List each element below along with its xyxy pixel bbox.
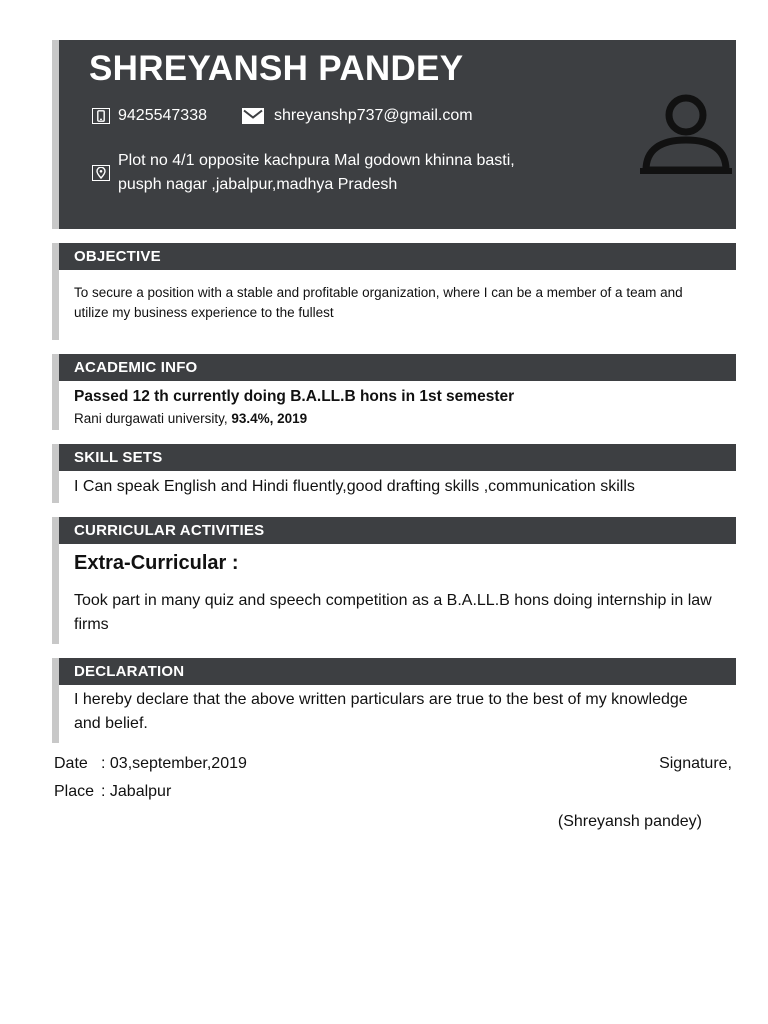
academic-score: 93.4%, 2019 — [231, 411, 308, 426]
extra-curricular-text: Took part in many quiz and speech competition as a B.A.LL.B hons doing internship in law firms — [74, 592, 712, 633]
academic-details — [74, 407, 718, 430]
place-row — [54, 783, 171, 801]
address-line-1: Plot no 4/1 opposite kachpura Mal godown khinna basti, — [118, 152, 515, 169]
section-heading: OBJECTIVE — [59, 243, 736, 270]
email-address[interactable]: shreyanshp737@gmail.com — [274, 107, 473, 124]
user-avatar-icon — [640, 92, 732, 176]
address — [118, 149, 515, 197]
academic-section — [52, 354, 736, 430]
extra-curricular-heading: Extra-Curricular : — [74, 552, 239, 574]
email-row — [242, 107, 473, 125]
section-heading: DECLARATION — [59, 658, 736, 685]
declaration-section — [52, 658, 736, 743]
objective-text: To secure a position with a stable and profitable organization, where I can be a member of a team and utilize my business experience to the fullest — [74, 285, 683, 320]
university-name: Rani durgawati university, — [74, 411, 232, 426]
signature-label: Signature, — [659, 755, 732, 772]
envelope-icon — [242, 108, 264, 124]
signatory-name: (Shreyansh pandey) — [557, 813, 702, 830]
skills-section — [52, 444, 736, 503]
location-pin-icon — [92, 165, 110, 181]
skills-text: I Can speak English and Hindi fluently,good drafting skills ,communication skills — [74, 478, 635, 495]
place-label: Place — [54, 783, 95, 800]
candidate-name: SHREYANSH PANDEY — [89, 49, 464, 88]
phone-icon — [92, 108, 110, 124]
address-row — [92, 149, 515, 197]
curricular-section — [52, 517, 736, 644]
resume — [52, 40, 736, 743]
date-row — [54, 755, 247, 773]
objective-section — [52, 243, 736, 340]
section-heading: SKILL SETS — [59, 444, 736, 471]
declaration-text: I hereby declare that the above written particulars are true to the best of my knowledge and belief. — [74, 691, 688, 732]
section-heading: ACADEMIC INFO — [59, 354, 736, 381]
phone-row — [92, 107, 207, 125]
date-value: : 03,september,2019 — [101, 755, 247, 772]
date-label: Date — [54, 755, 88, 772]
address-line-2: pusph nagar ,jabalpur,madhya Pradesh — [118, 176, 398, 193]
section-heading: CURRICULAR ACTIVITIES — [59, 517, 736, 544]
resume-header — [52, 40, 736, 229]
academic-title: Passed 12 th currently doing B.A.LL.B hons in 1st semester — [74, 388, 515, 405]
phone-number: 9425547338 — [118, 107, 207, 124]
place-value: : Jabalpur — [101, 783, 172, 800]
